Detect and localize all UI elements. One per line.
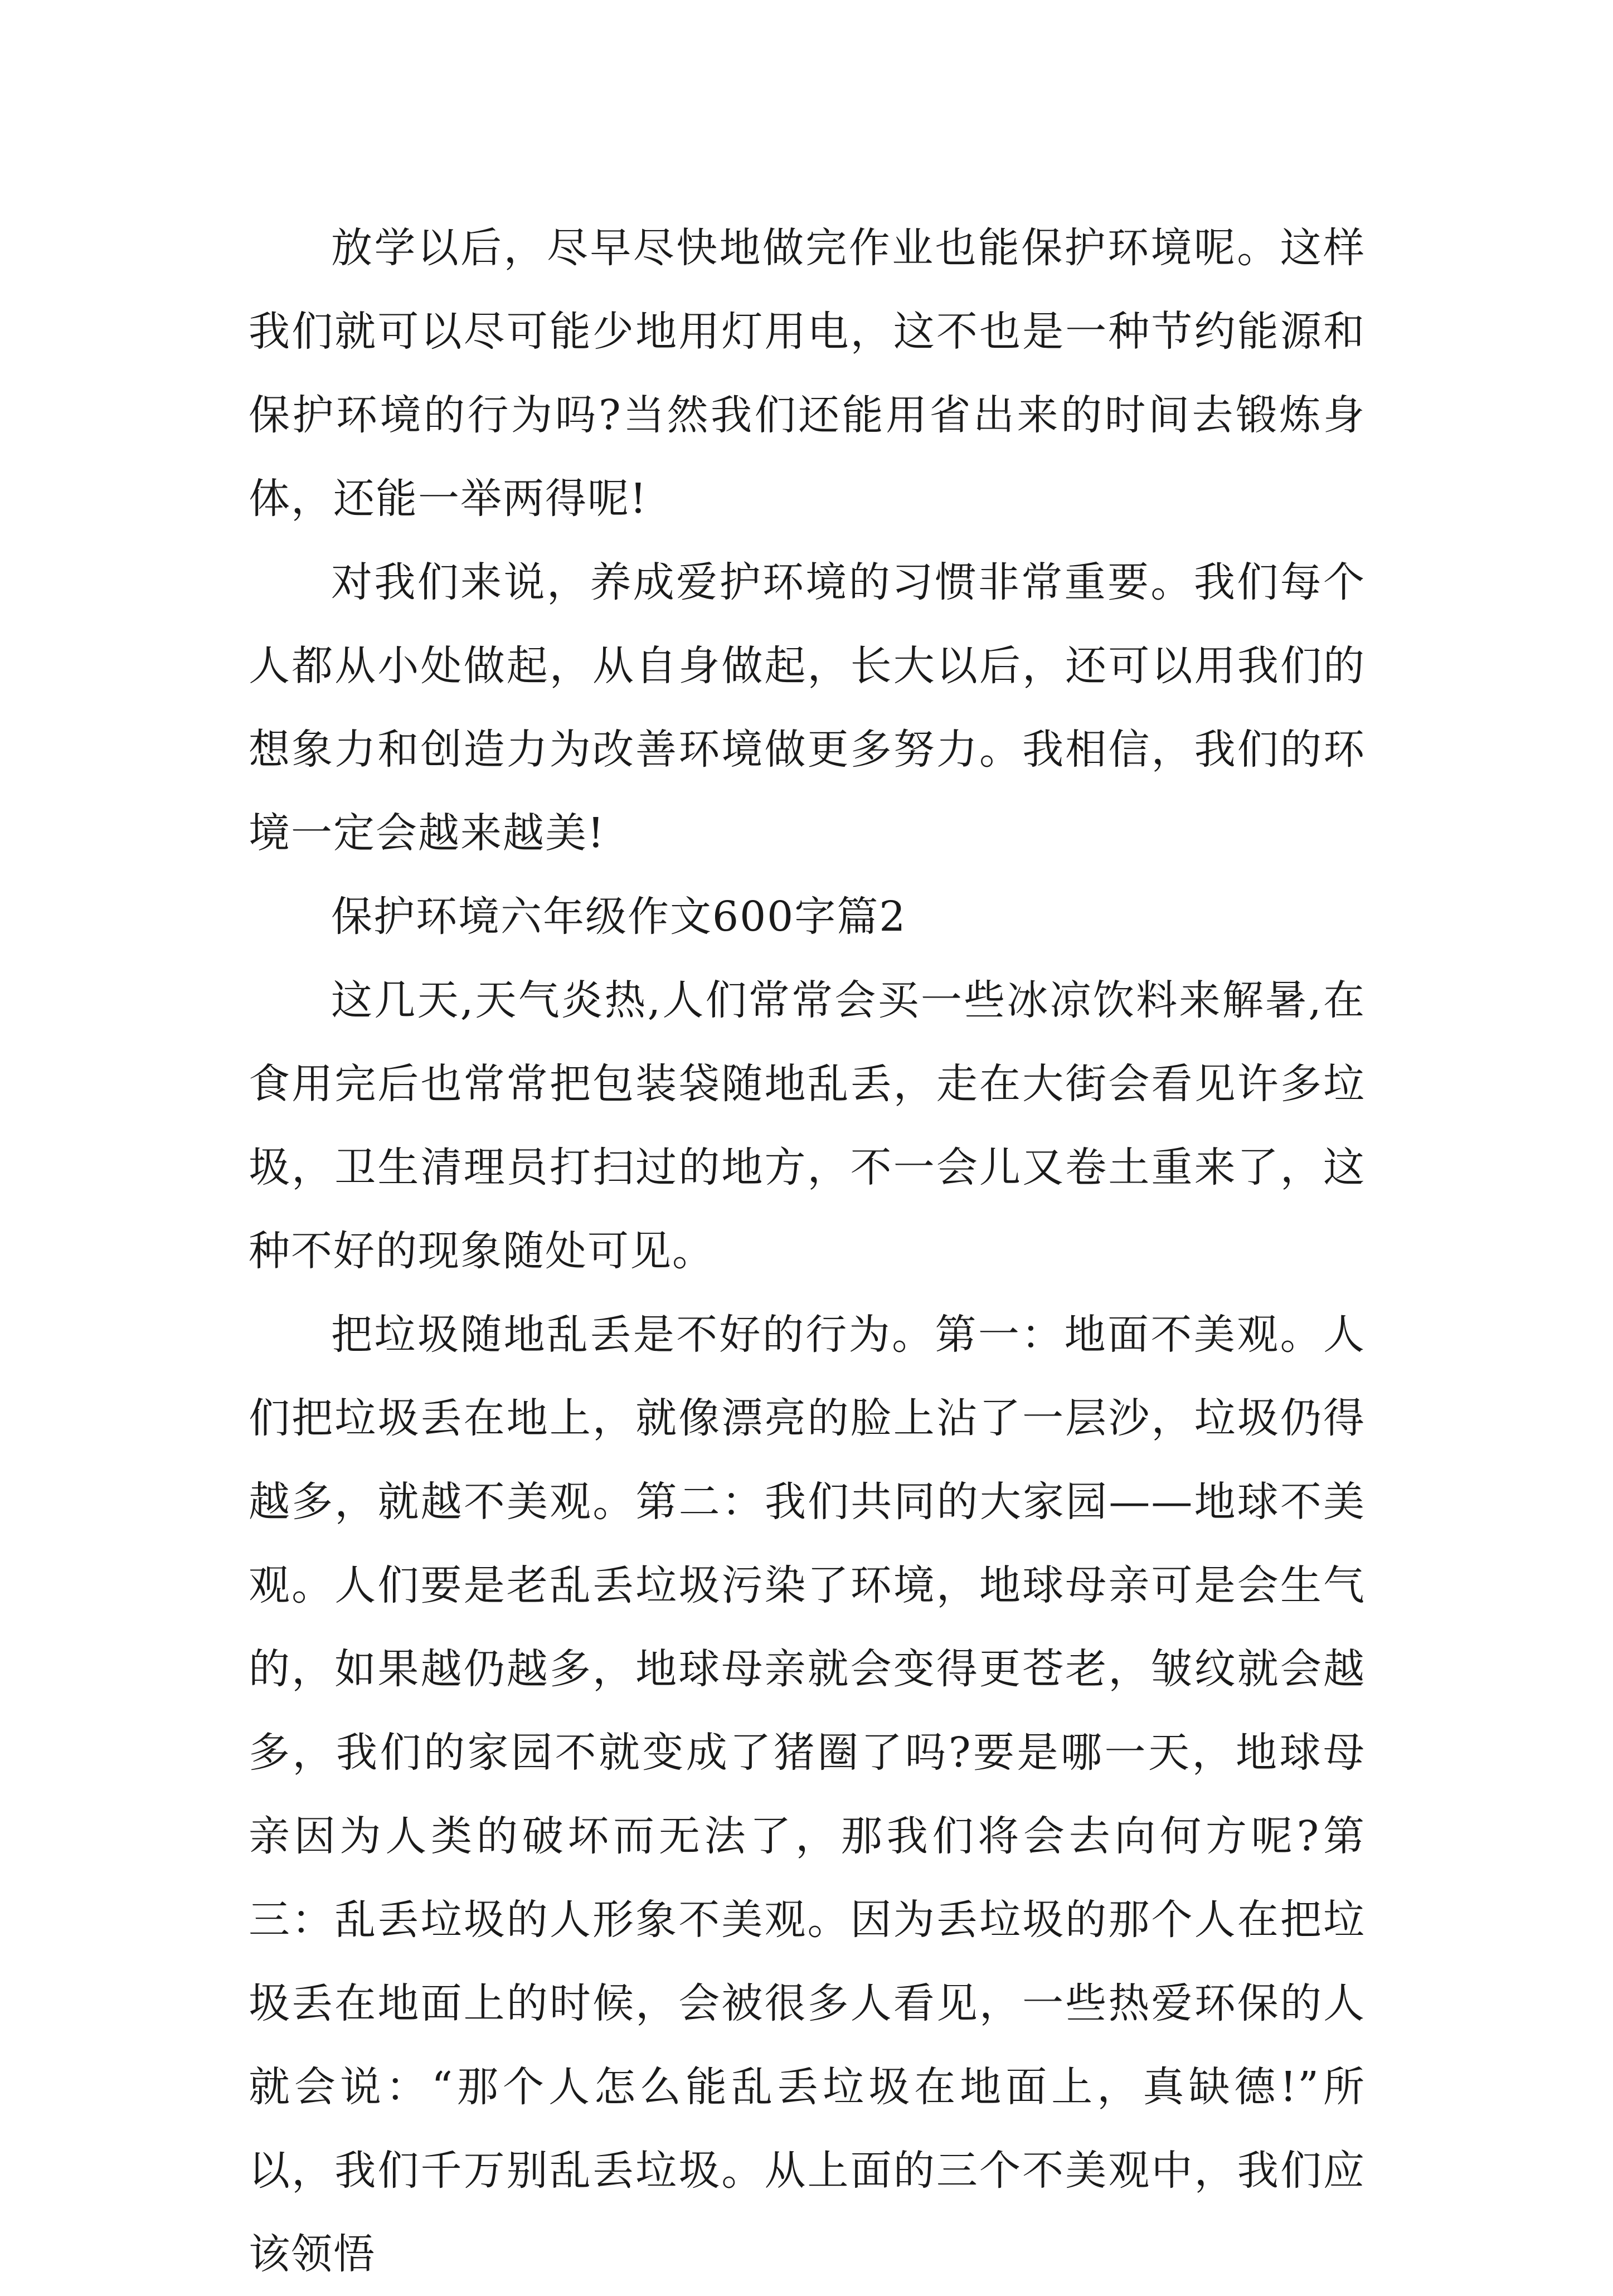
paragraph-4: 把垃圾随地乱丢是不好的行为。第一：地面不美观。人们把垃圾丢在地上，就像漂亮的脸上沾了一层沙，垃圾仍得越多，就越不美观。第二：我们共同的大家园——地球不美观。人们要是老乱丢垃圾污染了环境，地球母亲可是会生气的，如果越仍越多，地球母亲就会变得更苍老，皱纹就会越多，我们的家园不就变成了猪圈了吗?要是哪一天，地球母亲因为人类的破坏而无法了，那我们将会去向何方呢?第三：乱丢垃圾的人形象不美观。因为丢垃圾的那个人在把垃圾丢在地面上的时候，会被很多人看见，一些热爱环保的人就会说：“那个人怎么能乱丢垃圾在地面上，真缺德!”所以，我们千万别乱丢垃圾。从上面的三个不美观中，我们应该领悟	[249, 1311, 1366, 2278]
document-body	[249, 206, 1366, 2296]
section-heading: 保护环境六年级作文600字篇2	[331, 893, 907, 941]
paragraph-3: 这几天,天气炎热,人们常常会买一些冰凉饮料来解暑,在食用完后也常常把包装袋随地乱丢，走在大街会看见许多垃圾，卫生清理员打扫过的地方，不一会儿又卷土重来了，这种不好的现象随处可见。	[249, 976, 1366, 1275]
paragraph-1: 放学以后，尽早尽快地做完作业也能保护环境呢。这样我们就可以尽可能少地用灯用电，这不也是一种节约能源和保护环境的行为吗?当然我们还能用省出来的时间去锻炼身体，还能一举两得呢!	[249, 224, 1366, 523]
paragraph-2: 对我们来说，养成爱护环境的习惯非常重要。我们每个人都从小处做起，从自身做起，长大以后，还可以用我们的想象力和创造力为改善环境做更多努力。我相信，我们的环境一定会越来越美!	[249, 558, 1366, 857]
